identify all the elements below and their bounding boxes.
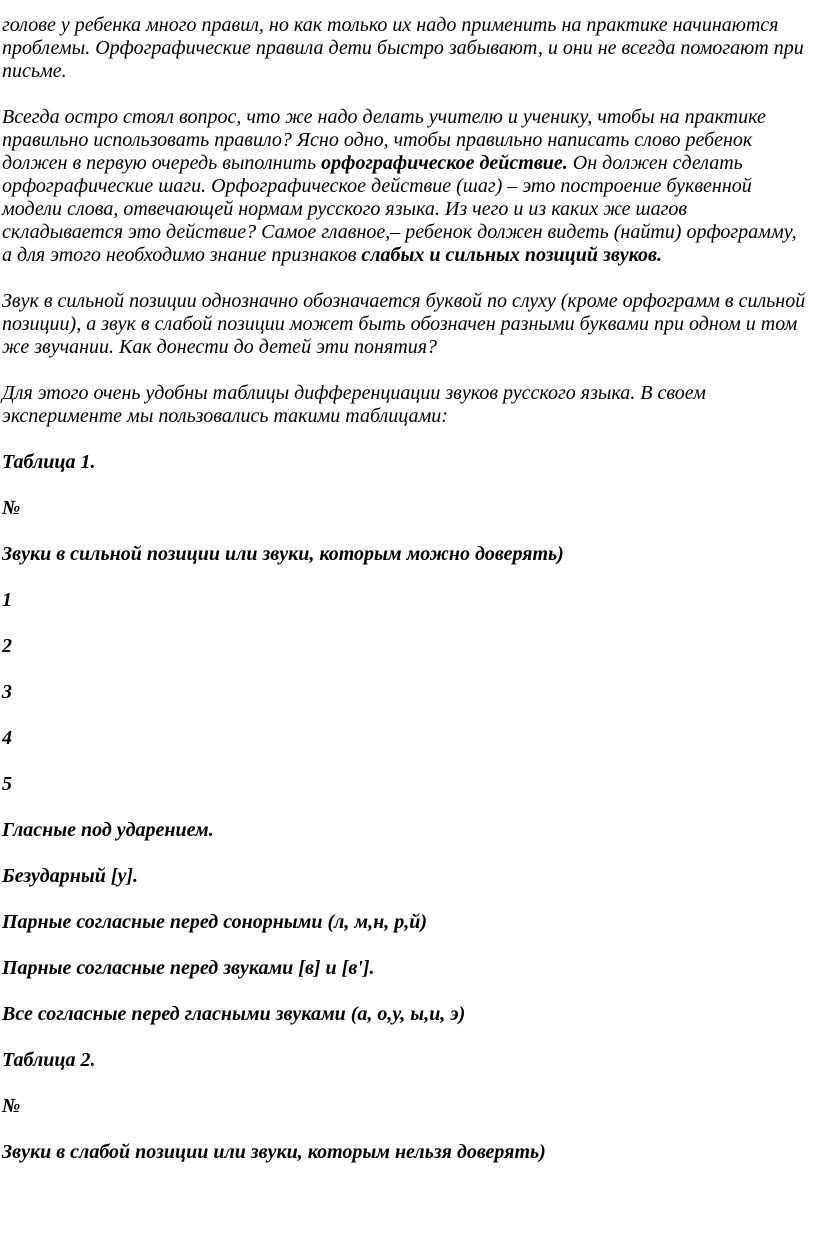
table1-title: Таблица 1. [2,451,96,473]
paragraph-orthographic-action [2,106,810,267]
table1-row-3: Парные согласные перед сонорными (л, м,н, р,й) [2,911,428,933]
table1-number-1: 1 [2,589,12,611]
emphasis-orthographic-action: орфографическое действие. [321,152,568,174]
paragraph-intro: голове у ребенка много правил, но как только их надо применить на практике начинаются проблемы. Орфографические правила дети быстро забывают, и они не всегда помогают при письме. [2,14,804,82]
table2-column-header: Звуки в слабой позиции или звуки, которым нельзя доверять) [2,1141,546,1163]
emphasis-weak-strong-positions: слабых и сильных позиций звуков. [361,244,662,266]
paragraph-tables-intro: Для этого очень удобны таблицы дифференциации звуков русского языка. В своем эксперименте мы пользовались такими таблицами: [2,382,706,427]
table1-number-3: 3 [2,681,12,703]
table2-number-header: № [2,1095,21,1117]
paragraph-text: Всегда остро стоял вопрос, что же надо делать учителю и ученику, чтобы на практике правильно использовать правило? Ясно одно, чтобы правильно написать слово ребенок должен в первую очередь выполнить [2,106,766,174]
paragraph-sound-positions: Звук в сильной позиции однозначно обозначается буквой по слуху (кроме орфограмм в сильной позиции), а звук в слабой позиции может быть обозначен разными буквами при одном и том же звучании. Как донести до детей эти понятия? [2,290,806,358]
table1-row-5: Все согласные перед гласными звуками (а, о,у, ы,и, э) [2,1003,466,1025]
table1-number-5: 5 [2,773,12,795]
table1-row-1: Гласные под ударением. [2,819,214,841]
table1-number-2: 2 [2,635,12,657]
table1-row-4: Парные согласные перед звуками [в] и [в']. [2,957,375,979]
paragraph-text: Он должен сделать орфографические шаги. Орфографическое действие (шаг) – это построение буквенной модели слова, отвечающей нормам русского языка. Из чего и из каких же шагов складывается это действие? Самое главное,– ребенок должен видеть (найти) орфограмму, а для этого необходимо знание признаков [2,152,797,266]
table1-column-header: Звуки в сильной позиции или звуки, которым можно доверять) [2,543,564,565]
table1-number-header: № [2,497,21,519]
document-page [2,14,810,1187]
table1-number-4: 4 [2,727,12,749]
table2-title: Таблица 2. [2,1049,96,1071]
table1-row-2: Безударный [у]. [2,865,139,887]
